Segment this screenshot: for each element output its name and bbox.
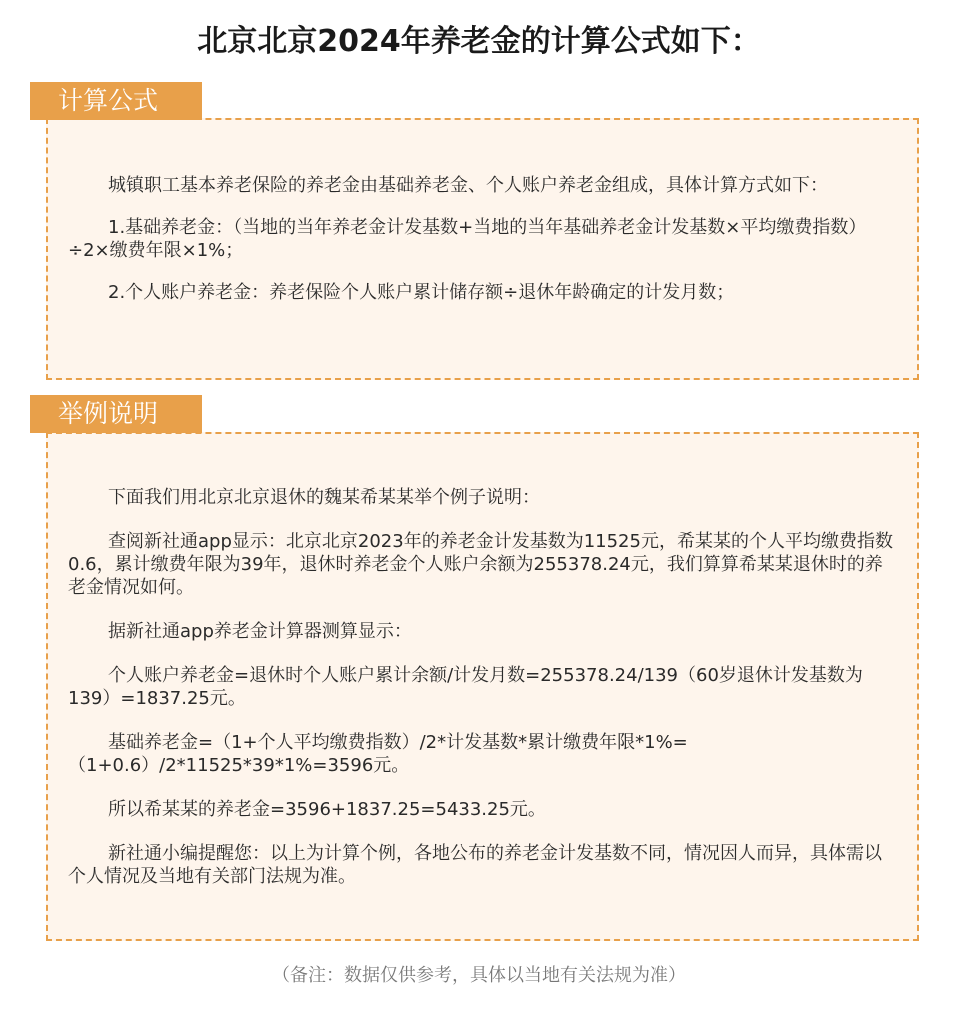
formula-paragraph: 城镇职工基本养老保险的养老金由基础养老金、个人账户养老金组成，具体计算方式如下： xyxy=(108,175,828,196)
footnote: （备注：数据仅供参考，具体以当地有关法规为准） xyxy=(272,965,686,986)
example-paragraph: 新社通小编提醒您：以上为计算个例，各地公布的养老金计发基数不同，情况因人而异，具体需以个人情况及当地有关部门法规为准。 xyxy=(68,843,882,887)
formula-box xyxy=(46,118,919,380)
section-tag-example: 举例说明 xyxy=(30,395,202,433)
example-paragraph: 查阅新社通app显示：北京北京2023年的养老金计发基数为11525元，希某某的个人平均缴费指数0.6，累计缴费年限为39年，退休时养老金个人账户余额为255378.24元，我们算算希某某退休时的养老金情况如何。 xyxy=(68,531,893,598)
example-paragraph: 下面我们用北京北京退休的魏某希某某举个例子说明： xyxy=(108,487,540,508)
section-tag-formula: 计算公式 xyxy=(30,82,202,120)
page-title: 北京北京2024年养老金的计算公式如下： xyxy=(197,24,761,59)
example-box xyxy=(46,432,919,941)
formula-paragraph: 1.基础养老金：（当地的当年养老金计发基数+当地的当年基础养老金计发基数×平均缴费指数）÷2×缴费年限×1%； xyxy=(68,217,867,261)
example-paragraph: 个人账户养老金=退休时个人账户累计余额/计发月数=255378.24/139（60岁退休计发基数为139）=1837.25元。 xyxy=(68,665,863,709)
example-paragraph: 基础养老金=（1+个人平均缴费指数）/2*计发基数*累计缴费年限*1%=（1+0.6）/2*11525*39*1%=3596元。 xyxy=(68,732,688,776)
example-paragraph: 据新社通app养老金计算器测算显示： xyxy=(108,621,412,642)
example-paragraph: 所以希某某的养老金=3596+1837.25=5433.25元。 xyxy=(108,799,546,820)
formula-paragraph: 2.个人账户养老金：养老保险个人账户累计储存额÷退休年龄确定的计发月数； xyxy=(108,282,735,303)
